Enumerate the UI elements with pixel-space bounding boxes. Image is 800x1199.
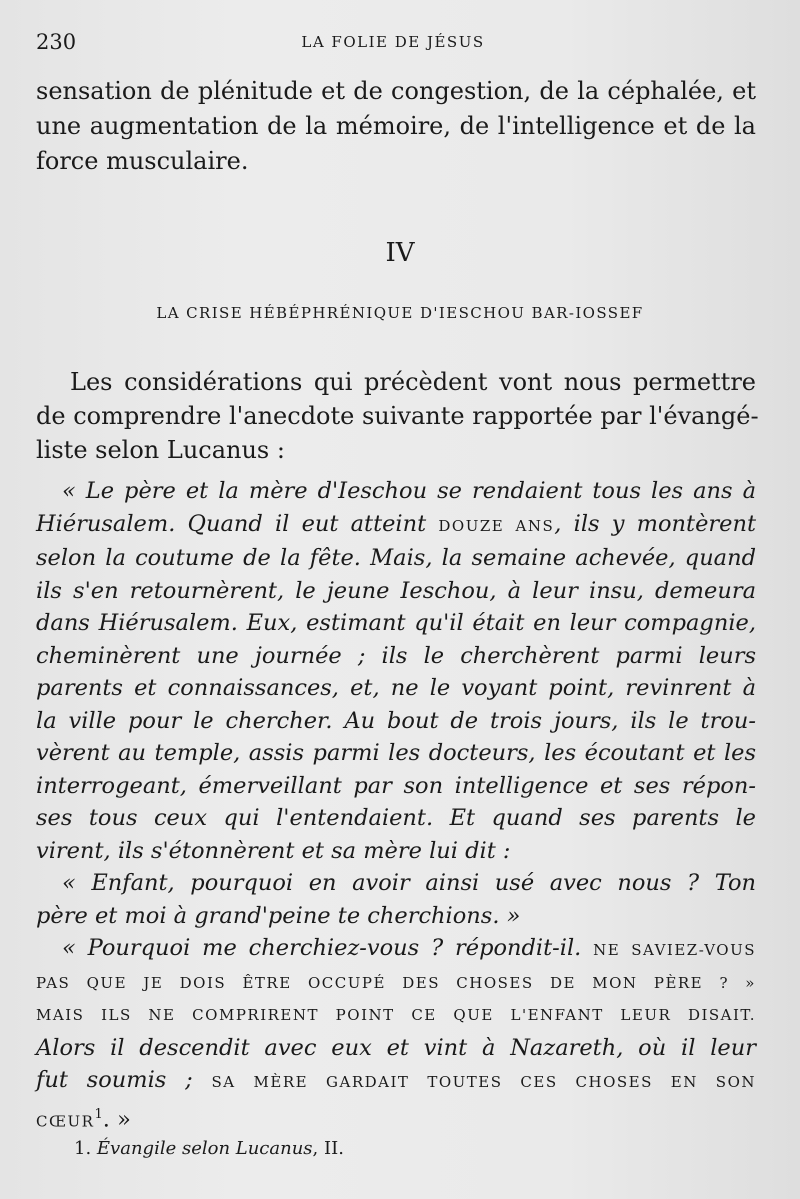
text-line: liste selon Lucanus :: [36, 436, 285, 464]
quote-line: fut soumis ; SA MÈRE GARDAIT TOUTES CES CHOSES EN SON: [36, 1067, 756, 1093]
running-title: LA FOLIE DE JÉSUS: [301, 33, 485, 51]
quote-line: la ville pour le chercher. Au bout de trois jours, ils le trou-: [36, 707, 756, 734]
footnote-ref: 1: [94, 1106, 103, 1122]
quote-line: dans Hiérusalem. Eux, estimant qu'il était en leur compagnie,: [36, 610, 756, 636]
quote-line: « Pourquoi me cherchiez-vous ? répondit-il. NE SAVIEZ-VOUS: [62, 935, 756, 961]
paragraph-continued: [36, 74, 756, 179]
quote-line: vèrent au temple, assis parmi les docteurs, les écoutant et les: [36, 740, 756, 766]
small-caps-text: SA MÈRE GARDAIT TOUTES CES CHOSES EN SON: [211, 1073, 756, 1091]
quote-line: CŒUR$^1$. »: [36, 1106, 131, 1132]
quote-line: ses tous ceux qui l'entendaient. Et quand ses parents le: [36, 805, 756, 831]
quote-line: « Le père et la mère d'Ieschou se rendaient tous les ans à: [62, 478, 756, 504]
text-line: force musculaire.: [36, 147, 249, 175]
quote-line: interrogeant, émerveillant par son intelligence et ses répon-: [36, 772, 756, 799]
quote-line: Alors il descendit avec eux et vint à Nazareth, où il leur: [36, 1034, 756, 1061]
text-line: Les considérations qui précèdent vont nous permettre: [70, 368, 756, 396]
text-line: de comprendre l'anecdote suivante rapportée par l'évangé-: [36, 402, 759, 430]
paragraph-intro: [36, 365, 759, 467]
small-caps-text: CŒUR: [36, 1112, 95, 1130]
quote-line: père et moi à grand'peine te cherchions. »: [36, 902, 521, 929]
footnote-text: Évangile selon Lucanus: [96, 1138, 313, 1159]
quote-line: cheminèrent une journée ; ils le cherchèrent parmi leurs: [36, 642, 756, 669]
text-line: une augmentation de la mémoire, de l'intelligence et de la: [36, 112, 756, 140]
footnote-ref-text: , II.: [312, 1138, 344, 1159]
section-title: LA CRISE HÉBÉPHRÉNIQUE D'IESCHOU BAR-IOSSEF: [156, 304, 644, 322]
small-caps-text: DOUZE ANS: [438, 516, 555, 535]
quote-line: « Enfant, pourquoi en avoir ainsi usé avec nous ? Ton: [62, 870, 756, 896]
quote-line: virent, ils s'étonnèrent et sa mère lui dit :: [36, 837, 511, 864]
small-caps-line: MAIS ILS NE COMPRIRENT POINT CE QUE L'ENFANT LEUR DISAIT.: [36, 1006, 756, 1024]
footnote: [74, 1138, 344, 1159]
quote-line: selon la coutume de la fête. Mais, la semaine achevée, quand: [36, 545, 756, 571]
gospel-quotation: [36, 475, 756, 1138]
footnote-marker: 1.: [74, 1138, 92, 1159]
quote-line: parents et connaissances, et, ne le voyant point, revinrent à: [36, 675, 756, 701]
page-number: 230: [36, 30, 77, 54]
text-line: sensation de plénitude et de congestion, de la céphalée, et: [36, 77, 756, 105]
small-caps-text: NE SAVIEZ-VOUS: [593, 941, 756, 959]
small-caps-line: PAS QUE JE DOIS ÊTRE OCCUPÉ DES CHOSES DE MON PÈRE ? »: [36, 973, 756, 992]
quote-line: ils s'en retournèrent, le jeune Ieschou, à leur insu, demeura: [36, 577, 756, 604]
quote-line: Hiérusalem. Quand il eut atteint DOUZE ANS, ils y montèrent: [36, 510, 756, 537]
section-number: IV: [385, 238, 415, 268]
